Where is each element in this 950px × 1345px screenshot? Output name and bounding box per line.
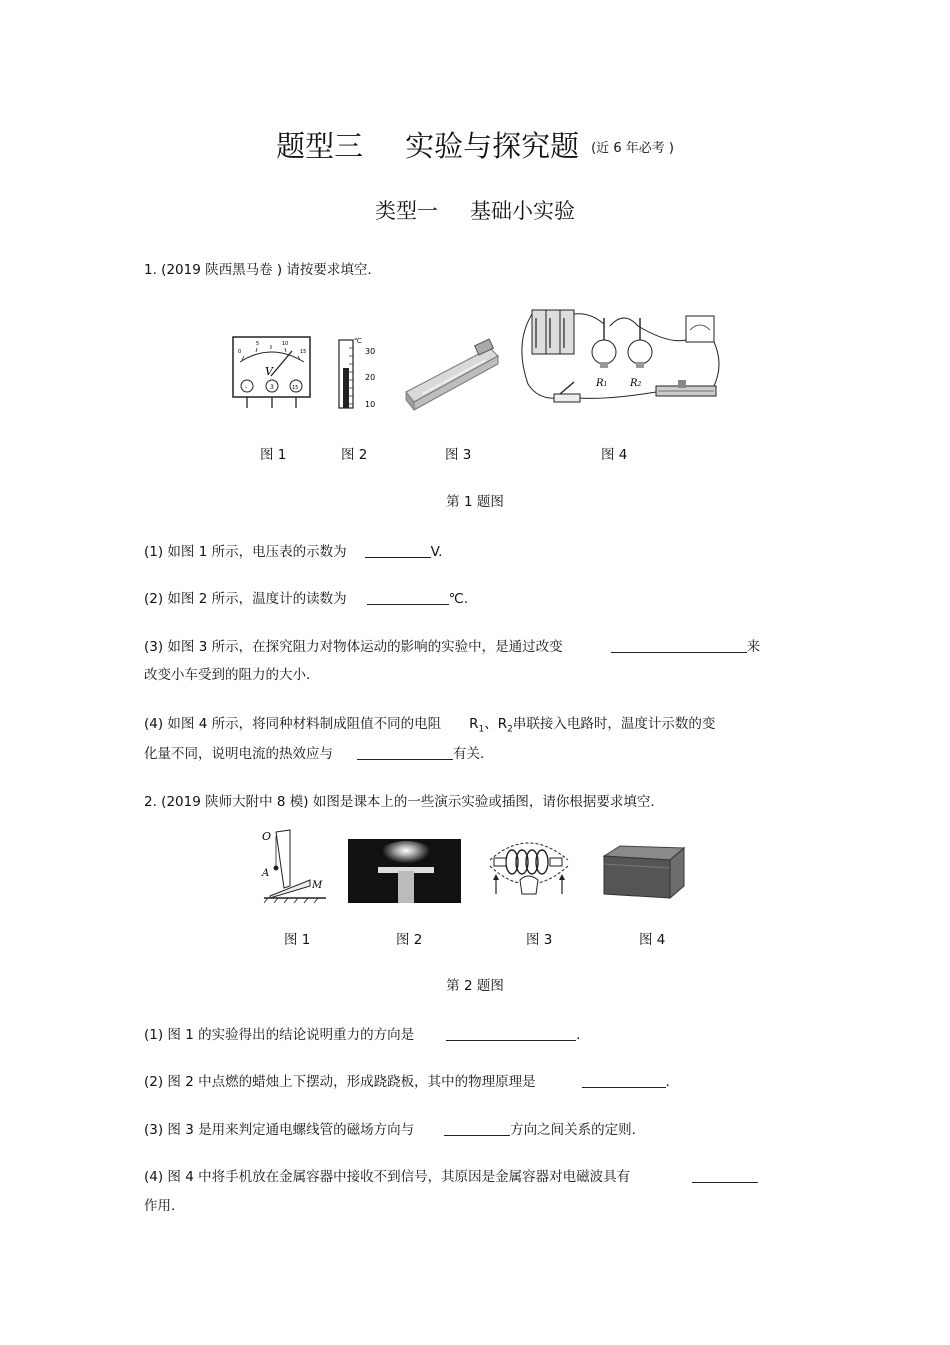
q2-caption: 第 2 题图: [446, 978, 504, 994]
q2-part4-line1: (4) 图 4 中将手机放在金属容器中接收不到信号，其原因是金属容器对电磁波具有: [144, 1165, 758, 1185]
section-title-part-1: 类型一: [375, 199, 438, 223]
terminal-neg: -: [245, 384, 248, 391]
label-a: A: [262, 868, 270, 879]
thermo-unit: ℃: [354, 337, 362, 345]
q2-stem: 2. (2019 陕师大附中 8 模) 如图是课本上的一些演示实验或插图，请你根据要求填空.: [144, 794, 655, 810]
q2-fig4-label: 图 4: [639, 932, 666, 948]
mercury-column: [343, 368, 349, 408]
q1-p1-blank[interactable]: [365, 543, 431, 558]
circuit-r1-label: R1: [596, 378, 608, 389]
q1-part2: (2) 如图 2 所示，温度计的读数为 ℃.: [144, 591, 469, 607]
q2-fig3-label: 图 3: [526, 932, 553, 948]
voltmeter-figure: [232, 336, 312, 410]
terminal-3: 3: [270, 384, 274, 391]
q2-fig2-label: 图 2: [396, 932, 423, 948]
solenoid-figure: [484, 832, 574, 902]
page-title: [0, 124, 950, 165]
title-part-2: 实验与探究题: [405, 129, 580, 163]
q1-fig3-label: 图 3: [445, 447, 472, 463]
q2-part1: (1) 图 1 的实验得出的结论说明重力的方向是 .: [144, 1027, 581, 1043]
metal-box-figure: [598, 842, 688, 902]
title-note: (近 6 年必考 ): [591, 141, 674, 156]
q2-part2: (2) 图 2 中点燃的蜡烛上下摆动，形成跷跷板，其中的物理原理是 .: [144, 1074, 670, 1090]
q1-stem: 1. (2019 陕西黑马卷 ) 请按要求填空.: [144, 262, 372, 278]
q1-part3-line1: (3) 如图 3 所示，在探究阻力对物体运动的影响的实验中，是通过改变 来: [144, 639, 761, 655]
meter-scale-15: 15: [300, 349, 307, 355]
q2-p3-blank[interactable]: [444, 1121, 510, 1136]
thermo-tick-30: 30: [365, 347, 376, 356]
meter-scale-0: 0: [238, 349, 242, 355]
circuit-figure: [518, 304, 726, 410]
thermo-tick-10: 10: [365, 400, 376, 409]
q2-fig1-label: 图 1: [284, 932, 311, 948]
q1-p2-blank[interactable]: [367, 590, 449, 605]
q2-part3: (3) 图 3 是用来判定通电螺线管的磁场方向与 方向之间关系的定则.: [144, 1122, 636, 1138]
q2-p2-blank[interactable]: [582, 1073, 666, 1088]
q1-fig2-label: 图 2: [341, 447, 368, 463]
meter-scale-10: 10: [282, 341, 289, 347]
thermometer-figure: [333, 334, 383, 412]
thermo-tick-20: 20: [365, 373, 376, 382]
q1-p4-blank[interactable]: [357, 745, 453, 760]
plumb-line-figure: [260, 826, 330, 904]
q1-part3-line2: 改变小车受到的阻力的大小.: [144, 667, 311, 683]
incline-cart-figure: [402, 334, 502, 412]
q2-p1-blank[interactable]: [446, 1026, 576, 1041]
q2-part4-line2: 作用.: [144, 1198, 176, 1214]
q1-fig1-label: 图 1: [260, 447, 287, 463]
label-o: O: [262, 830, 272, 843]
q2-p4-blank[interactable]: [692, 1168, 758, 1183]
q1-caption: 第 1 题图: [446, 494, 504, 510]
q1-p3-blank[interactable]: [611, 638, 747, 653]
q1-part4-line2: 化量不同，说明电流的热效应与 有关.: [144, 746, 485, 762]
meter-scale-5: 5: [256, 341, 260, 347]
meter-symbol: V: [265, 365, 273, 378]
terminal-15: 15: [292, 385, 299, 391]
section-title: [0, 195, 950, 225]
q1-fig4-label: 图 4: [601, 447, 628, 463]
label-m: M: [312, 880, 323, 891]
q1-part4-line1: (4) 如图 4 所示，将同种材料制成阻值不同的电阻 $R_1$、$R_2$串联接入电路时，温度计示数的变: [144, 716, 716, 735]
candle-seesaw-figure: [348, 839, 461, 903]
title-part-1: 题型三: [276, 129, 364, 163]
section-title-part-2: 基础小实验: [470, 199, 575, 223]
q1-part1: (1) 如图 1 所示，电压表的示数为 V.: [144, 544, 443, 560]
circuit-r2-label: R2: [630, 378, 642, 389]
